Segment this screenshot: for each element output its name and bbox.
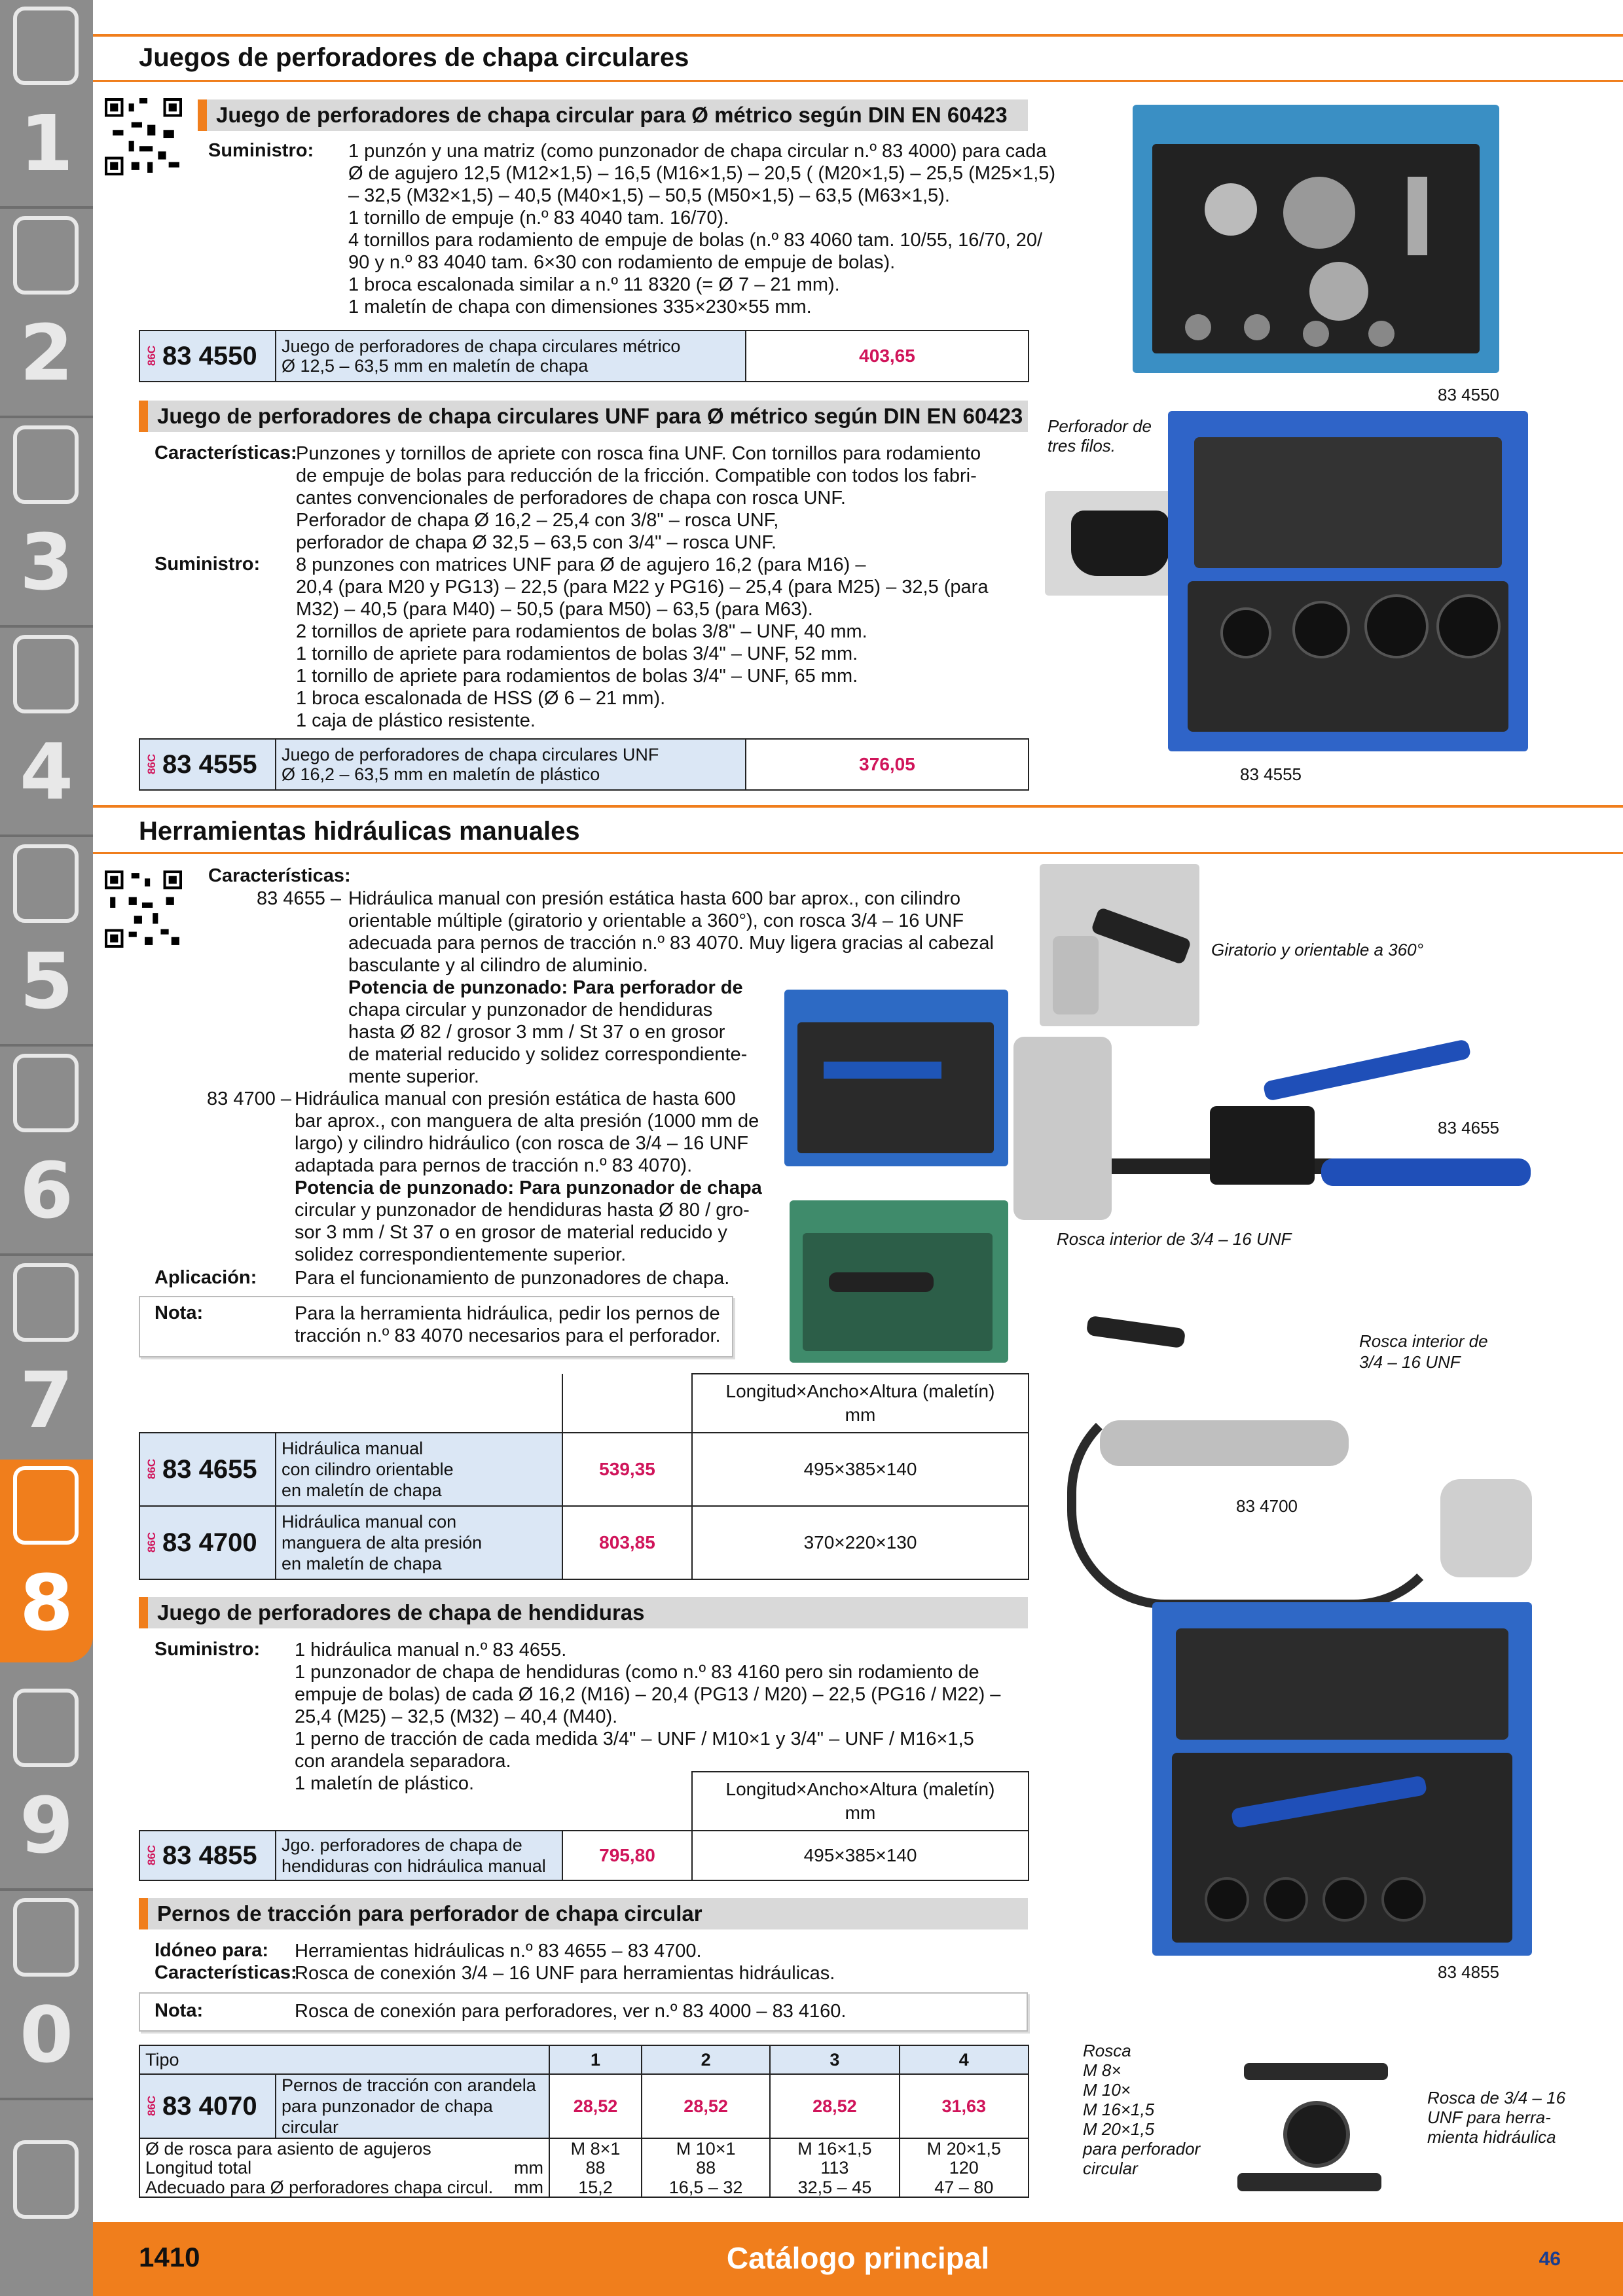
description-line: Potencia de punzonado: Para perforador de (348, 977, 743, 998)
feature-line: Perforador de chapa Ø 16,2 – 25,4 con 3/8" – rosca UNF, (296, 510, 779, 531)
note-line: Para la herramienta hidráulica, pedir los pernos de (295, 1303, 720, 1324)
supply-line: 8 punzones con matrices UNF para Ø de agujero 16,2 (para M16) – (296, 554, 866, 575)
spec-value: 16,5 – 32 (642, 2178, 770, 2197)
description-line: Hidráulica manual (282, 1439, 424, 1458)
article-cell (139, 1831, 276, 1880)
supply-line: 1 tornillo de apriete para rodamientos de bolas 3/4" – UNF, 52 mm. (296, 643, 858, 664)
article-number: 83 4555 (162, 749, 257, 779)
field-label: Idóneo para: (155, 1940, 269, 1961)
feature-line: perforador de chapa Ø 32,5 – 63,5 con 3/4" – rosca UNF. (296, 532, 777, 553)
description-line: largo) y cilindro hidráulico (con rosca de 3/4 – 16 UNF (295, 1133, 749, 1154)
field-label: Nota: (155, 1302, 204, 1323)
photo-caption: Rosca interior de (1359, 1331, 1488, 1351)
spec-value: M 16×1,5 (770, 2138, 899, 2158)
price-cell: 539,35 (562, 1433, 692, 1506)
photo-caption: Rosca interior de 3/4 – 16 UNF (1057, 1229, 1292, 1249)
cutting-insert-icon (13, 216, 79, 295)
supply-line: 1 caja de plástico resistente. (296, 710, 536, 731)
type-col-header: 2 (642, 2045, 770, 2074)
table-row[interactable] (139, 1831, 1029, 1880)
feature-line: Punzones y tornillos de apriete con rosca fina UNF. Con tornillos para rodamiento (296, 443, 981, 464)
chapter-tab-1[interactable] (7, 0, 86, 203)
chapter-tab-3[interactable] (7, 419, 86, 622)
price-cell: 376,05 (746, 739, 1029, 790)
spec-value: 32,5 – 45 (770, 2178, 899, 2197)
caliper-icon (13, 635, 79, 713)
price-cell: 28,52 (642, 2074, 770, 2138)
spec-label-cell (139, 2178, 549, 2197)
sheet-number: 46 (1539, 2248, 1561, 2270)
description-line: solidez correspondientemente superior. (295, 1244, 627, 1265)
description-cell (276, 1433, 562, 1506)
supply-line: con arandela separadora. (295, 1751, 511, 1772)
article-cell (139, 1433, 276, 1506)
field-label: Suministro: (155, 554, 261, 575)
field-label: Características: (155, 442, 297, 463)
price-cell: 28,52 (770, 2074, 899, 2138)
chapter-number: 5 (19, 936, 74, 1026)
dimensions-cell: 370×220×130 (692, 1506, 1029, 1579)
spec-value: 120 (900, 2158, 1029, 2178)
product-heading: Juego de perforadores de chapa de hendiduras (139, 1597, 1028, 1628)
description-cell (276, 1506, 562, 1579)
supply-line: 1 perno de tracción de cada medida 3/4" – UNF / M10×1 y 3/4" – UNF / M16×1,5 (295, 1729, 974, 1749)
catalog-tag: 86C (145, 1532, 158, 1553)
spec-value: 88 (642, 2158, 770, 2178)
item-code: 83 4655 – (257, 888, 342, 909)
photo-code: 83 4550 (1438, 385, 1499, 404)
safety-goggles-icon (13, 1898, 79, 1977)
info-icon (13, 2140, 79, 2219)
rotatable-cylinder-photo (1040, 864, 1199, 1026)
caption-line: M 10× (1083, 2080, 1131, 2100)
header-line: mm (845, 1803, 876, 1823)
page-footer (93, 2222, 1623, 2296)
caption-line: Rosca (1083, 2041, 1131, 2060)
caption-line: mienta hidráulica (1427, 2127, 1556, 2147)
suitable-text: Herramientas hidráulicas n.º 83 4655 – 83 4700. (295, 1941, 702, 1962)
supply-line: empuje de bolas) de cada Ø 16,2 (M16) – 20,4 (PG13 / M20) – 22,5 (PG16 / M22) – (295, 1684, 1001, 1705)
photo-code: 83 4655 (1438, 1118, 1499, 1138)
description-line: para punzonador de chapa circular (282, 2096, 493, 2137)
note-line: tracción n.º 83 4070 necesarios para el perforador. (295, 1325, 721, 1346)
description-line: Hidráulica manual con presión estática de hasta 600 (295, 1088, 736, 1109)
photo-caption: 3/4 – 16 UNF (1359, 1352, 1461, 1372)
spec-unit: mm (514, 2158, 543, 2178)
header-line: Longitud×Ancho×Altura (maletín) (725, 1381, 995, 1401)
caption-line: Rosca de 3/4 – 16 (1427, 2088, 1566, 2108)
chapter-number: 2 (19, 308, 74, 398)
photo-caption: Perforador de tres filos. (1048, 416, 1152, 456)
spec-value: M 20×1,5 (900, 2138, 1029, 2158)
description-line: circular y punzonador de hendiduras hasta Ø 80 / gro- (295, 1200, 750, 1221)
description-line: hendiduras con hidráulica manual (282, 1856, 546, 1876)
description-line: Ø 12,5 – 63,5 mm en maletín de chapa (282, 356, 589, 376)
field-label: Características: (208, 865, 351, 886)
catalog-tag: 86C (145, 753, 158, 775)
spec-label: Adecuado para Ø perforadores chapa circul. (145, 2177, 494, 2197)
supply-line: 1 punzonador de chapa de hendiduras (como n.º 83 4160 pero sin rodamiento de (295, 1662, 979, 1683)
pliers-icon (13, 1263, 79, 1342)
price-cell: 31,63 (900, 2074, 1029, 2138)
article-number: 83 4070 (162, 2091, 257, 2121)
supply-line: 1 maletín de plástico. (295, 1773, 475, 1794)
section-title: Herramientas hidráulicas manuales (139, 817, 580, 846)
caption-line: M 16×1,5 (1083, 2100, 1155, 2119)
chapter-tab-9[interactable] (7, 1682, 86, 1885)
note-box (139, 1992, 1028, 2032)
description-line: Juego de perforadores de chapa circulares UNF (282, 745, 659, 764)
supply-line: 2 tornillos de apriete para rodamientos de bolas 3/8" – UNF, 40 mm. (296, 621, 867, 642)
price-table (139, 1771, 1029, 1881)
price-cell: 795,80 (562, 1831, 692, 1880)
price-cell: 28,52 (549, 2074, 642, 2138)
price-table (139, 738, 1029, 791)
description-cell (276, 331, 746, 382)
chapter-tab-4[interactable] (7, 628, 86, 831)
description-line: sor 3 mm / St 37 o en grosor de material reducido y (295, 1222, 727, 1243)
bolt-table (139, 2045, 1029, 2198)
photo-code: 83 4700 (1236, 1496, 1298, 1516)
description-line: Jgo. perforadores de chapa de (282, 1835, 522, 1855)
description-line: manguera de alta presión (282, 1533, 483, 1552)
chapter-tab-7[interactable] (7, 1257, 86, 1460)
dimension-header (692, 1772, 1029, 1831)
spec-value: M 10×1 (642, 2138, 770, 2158)
qr-code[interactable] (105, 870, 182, 948)
field-label: Suministro: (208, 140, 314, 161)
chapter-number: 1 (19, 98, 74, 188)
price-table (139, 330, 1029, 382)
product-heading: Pernos de tracción para perforador de chapa circular (139, 1898, 1028, 1929)
spec-value: 15,2 (549, 2178, 642, 2197)
note-box (139, 1296, 733, 1357)
note-text: Rosca de conexión para perforadores, ver n.º 83 4000 – 83 4160. (295, 2001, 847, 2022)
description-line: adaptada para pernos de tracción n.º 83 4070). (295, 1155, 693, 1176)
price-cell: 803,85 (562, 1506, 692, 1579)
description-line: con cilindro orientable (282, 1460, 454, 1479)
description-line: de material reducido y solidez correspondiente- (348, 1044, 748, 1065)
product-photo-hydraulic-case-4700 (790, 1200, 1008, 1363)
product-photo-metal-case (1133, 105, 1499, 373)
application-text: Para el funcionamiento de punzonadores de chapa. (295, 1268, 730, 1289)
price-cell: 403,65 (746, 331, 1029, 382)
description-cell (276, 739, 746, 790)
spec-value: 88 (549, 2158, 642, 2178)
dimensions-cell: 495×385×140 (692, 1831, 1029, 1880)
chapter-tab-info[interactable] (7, 2101, 86, 2219)
supply-line: 1 punzón y una matriz (como punzonador de chapa circular n.º 83 4000) para cada (348, 141, 1047, 162)
table-row[interactable] (139, 1506, 1029, 1579)
supply-line: 1 tornillo de empuje (n.º 83 4040 tam. 16/70). (348, 207, 729, 228)
description-line: Pernos de tracción con arandela (282, 2075, 536, 2095)
tool-holder-icon (13, 425, 79, 504)
description-line: en maletín de chapa (282, 1480, 442, 1500)
table-row[interactable] (139, 331, 1029, 382)
product-photo-plastic-case (1168, 411, 1528, 751)
dimension-header (692, 1374, 1029, 1433)
hand-hydraulic-photo-4700 (1048, 1316, 1539, 1590)
description-line: Potencia de punzonado: Para punzonador de chapa (295, 1177, 762, 1198)
description-cell (276, 2074, 549, 2138)
chapter-tab-8[interactable] (0, 1460, 93, 1662)
catalog-tag: 86C (145, 1844, 158, 1866)
supply-line: 4 tornillos para rodamiento de empuje de bolas (n.º 83 4060 tam. 10/55, 16/70, 20/ (348, 230, 1043, 251)
supply-line: 1 maletín de chapa con dimensiones 335×230×55 mm. (348, 296, 812, 317)
spec-label: Longitud total (145, 2158, 252, 2178)
supply-line: 25,4 (M25) – 32,5 (M32) – 40,4 (M40). (295, 1706, 618, 1727)
article-cell (139, 1506, 276, 1579)
description-line: Juego de perforadores de chapa circulares métrico (282, 336, 681, 356)
chapter-tab-2[interactable] (7, 209, 86, 412)
table-row[interactable] (139, 2074, 1029, 2138)
spec-label-cell (139, 2158, 549, 2178)
item-code: 83 4700 – (207, 1088, 292, 1109)
chapter-tab-strip (0, 0, 93, 2296)
description-line: orientable múltiple (giratorio y orientable a 360°), con rosca 3/4 – 16 UNF (348, 910, 964, 931)
caption-line: para perforador (1083, 2139, 1201, 2159)
description-cell (276, 1831, 562, 1880)
table-row (139, 2178, 1029, 2197)
photo-code: 83 4855 (1438, 1962, 1499, 1982)
type-col-header: 4 (900, 2045, 1029, 2074)
spec-value: M 8×1 (549, 2138, 642, 2158)
catalog-tag: 86C (145, 2096, 158, 2117)
supply-line: 1 broca escalonada similar a n.º 11 8320 (= Ø 7 – 21 mm). (348, 274, 840, 295)
description-line: hasta Ø 82 / grosor 3 mm / St 37 o en grosor (348, 1022, 725, 1043)
header-line: mm (845, 1405, 876, 1425)
description-line: Hidráulica manual con presión estática hasta 600 bar aprox., con cilindro (348, 888, 960, 909)
chapter-number: 8 (19, 1558, 74, 1648)
field-label: Características: (155, 1962, 297, 1983)
product-heading: Juego de perforadores de chapa circular para Ø métrico según DIN EN 60423 (198, 99, 1028, 131)
feature-line: de empuje de bolas para reducción de la fricción. Compatible con todos los fabri- (296, 465, 977, 486)
description-line: bar aprox., con manguera de alta presión (1000 mm de (295, 1111, 759, 1132)
tension-bolt-photo (1231, 2055, 1395, 2199)
field-label: Aplicación: (155, 1267, 257, 1288)
description-line: en maletín de chapa (282, 1554, 442, 1573)
description-line: adecuada para pernos de tracción n.º 83 4070. Muy ligera gracias al cabezal (348, 933, 994, 954)
chapter-number: 7 (19, 1355, 74, 1445)
type-col-header: 3 (770, 2045, 899, 2074)
chapter-number: 0 (19, 1990, 74, 2080)
photo-code: 83 4555 (1240, 764, 1302, 784)
toolcase-icon (13, 1466, 79, 1545)
price-table (139, 1373, 1029, 1580)
article-number: 83 4550 (162, 341, 257, 370)
qr-code[interactable] (105, 98, 182, 175)
wrench-icon (13, 1054, 79, 1132)
spec-label: Ø de rosca para asiento de agujeros (139, 2138, 549, 2158)
chapter-tab-6[interactable] (7, 1047, 86, 1250)
supply-line: M32) – 40,5 (para M40) – 50,5 (para M50) – 63,5 (para M63). (296, 599, 813, 620)
chapter-tab-5[interactable] (7, 838, 86, 1041)
article-number: 83 4655 (162, 1454, 257, 1484)
table-row (139, 2138, 1029, 2158)
article-cell (139, 2074, 276, 2138)
caption-line: UNF para herra- (1427, 2108, 1551, 2127)
tool-cabinet-icon (13, 1689, 79, 1767)
chapter-number: 4 (19, 726, 74, 817)
product-heading: Juego de perforadores de chapa circulares UNF para Ø métrico según DIN EN 60423 (139, 401, 1028, 432)
field-label: Suministro: (155, 1639, 261, 1660)
grinding-disc-icon (13, 844, 79, 923)
chapter-tab-0[interactable] (7, 1892, 86, 2094)
page-number: 1410 (139, 2242, 200, 2272)
caption-line: M 20×1,5 (1083, 2119, 1155, 2139)
caption-line: M 8× (1083, 2060, 1122, 2080)
dimensions-cell: 495×385×140 (692, 1433, 1029, 1506)
field-label: Nota: (155, 2000, 204, 2021)
chapter-number: 6 (19, 1145, 74, 1236)
table-row[interactable] (139, 739, 1029, 790)
supply-line: – 32,5 (M32×1,5) – 40,5 (M40×1,5) – 50,5 (M50×1,5) – 63,5 (M63×1,5). (348, 185, 950, 206)
supply-line: 1 hidráulica manual n.º 83 4655. (295, 1640, 567, 1660)
spec-value: 113 (770, 2158, 899, 2178)
article-number: 83 4855 (162, 1840, 257, 1870)
article-number: 83 4700 (162, 1528, 257, 1557)
supply-line: 1 broca escalonada de HSS (Ø 6 – 21 mm). (296, 688, 666, 709)
table-header-row (139, 2045, 1029, 2074)
product-photo-slot-punch-case (1152, 1602, 1532, 1956)
description-line: Ø 16,2 – 63,5 mm en maletín de plástico (282, 764, 600, 784)
section-title: Juegos de perforadores de chapa circulares (139, 43, 689, 72)
type-header: Tipo (139, 2045, 549, 2074)
header-line: Longitud×Ancho×Altura (maletín) (725, 1779, 995, 1799)
supply-line: 90 y n.º 83 4040 tam. 6×30 con rodamiento de empuje de bolas). (348, 252, 896, 273)
feature-line: cantes convencionales de perforadores de chapa con rosca UNF. (296, 488, 846, 509)
features-text: Rosca de conexión 3/4 – 16 UNF para herramientas hidráulicas. (295, 1963, 835, 1984)
chapter-number: 3 (19, 517, 74, 607)
type-col-header: 1 (549, 2045, 642, 2074)
photo-caption: Giratorio y orientable a 360° (1211, 940, 1424, 960)
spec-unit: mm (514, 2177, 543, 2197)
article-cell (139, 331, 276, 382)
drill-bit-icon (13, 7, 79, 85)
caption-line: circular (1083, 2159, 1138, 2178)
catalog-tag: 86C (145, 345, 158, 367)
table-row[interactable] (139, 1433, 1029, 1506)
description-line: chapa circular y punzonador de hendiduras (348, 999, 713, 1020)
catalog-tag: 86C (145, 1458, 158, 1480)
chapter-number: 9 (19, 1780, 74, 1871)
supply-line: 20,4 (para M20 y PG13) – 22,5 (para M22 y PG16) – 25,4 (para M25) – 32,5 (para (296, 577, 989, 598)
supply-line: 1 tornillo de apriete para rodamientos de bolas 3/4" – UNF, 65 mm. (296, 666, 858, 687)
spec-value: 47 – 80 (900, 2178, 1029, 2197)
article-cell (139, 739, 276, 790)
description-line: Hidráulica manual con (282, 1512, 457, 1532)
description-line: mente superior. (348, 1066, 479, 1087)
table-row (139, 2158, 1029, 2178)
product-photo-hydraulic-case-4655 (784, 990, 1008, 1166)
catalog-title: Catálogo principal (726, 2241, 990, 2275)
description-line: basculante y al cilindro de aluminio. (348, 955, 648, 976)
supply-line: Ø de agujero 12,5 (M12×1,5) – 16,5 (M16×1,5) – 20,5 ( (M20×1,5) – 25,5 (M25×1,5) (348, 163, 1056, 184)
